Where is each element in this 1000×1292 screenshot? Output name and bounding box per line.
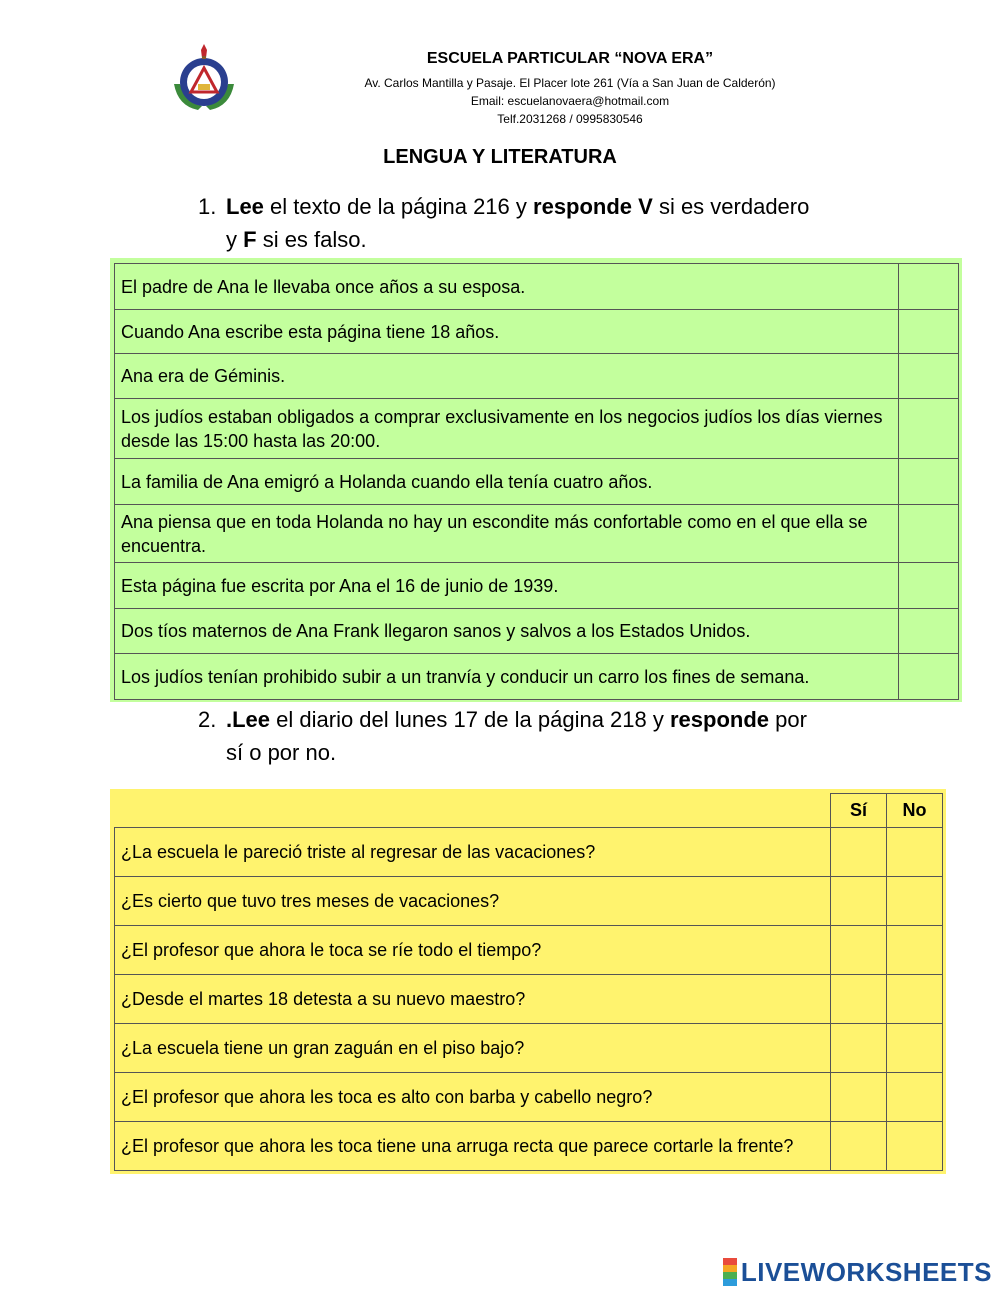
question-cell: ¿El profesor que ahora le toca se ríe todo el tiempo? <box>115 926 831 975</box>
instr-text: si es falso. <box>256 227 367 252</box>
table-row <box>115 459 959 505</box>
true-false-table <box>110 258 962 702</box>
school-phone: Telf.2031268 / 0995830546 <box>497 112 643 126</box>
liveworksheets-icon <box>723 1258 737 1286</box>
instr-word: F <box>243 227 257 252</box>
exercise2-instruction <box>198 703 878 769</box>
exercise2-number: 2. <box>198 707 217 732</box>
table-row <box>115 975 943 1024</box>
instr-text: el texto de la página 216 y <box>263 194 534 219</box>
liveworksheets-brand <box>723 1252 992 1292</box>
table-row <box>115 654 959 700</box>
table-row <box>115 1024 943 1073</box>
instr-text: si es verdadero <box>652 194 810 219</box>
si-cell[interactable] <box>831 1024 887 1073</box>
school-email: Email: escuelanovaera@hotmail.com <box>470 94 670 108</box>
table-row <box>115 354 959 399</box>
question-cell: ¿La escuela tiene un gran zaguán en el piso bajo? <box>115 1024 831 1073</box>
question-cell: ¿Es cierto que tuvo tres meses de vacaciones? <box>115 877 831 926</box>
instr-text: y <box>226 227 244 252</box>
answer-cell[interactable] <box>899 505 959 563</box>
answer-cell[interactable] <box>899 354 959 399</box>
si-cell[interactable] <box>831 828 887 877</box>
liveworksheets-logo-text: LIVEWORKSHEETS <box>740 1256 992 1287</box>
question-cell: ¿Desde el martes 18 detesta a su nuevo maestro? <box>115 975 831 1024</box>
school-logo <box>168 44 240 116</box>
statement-cell: El padre de Ana le llevaba once años a su esposa. <box>115 264 899 310</box>
answer-cell[interactable] <box>899 459 959 505</box>
table-header-row <box>115 794 943 828</box>
answer-cell[interactable] <box>899 310 959 354</box>
instr-word: .Lee <box>226 707 271 732</box>
table-row <box>115 828 943 877</box>
statement-cell: Los judíos estaban obligados a comprar exclusivamente en los negocios judíos los días viernes desde las 15:00 hasta las 20:00. <box>115 399 899 459</box>
statement-cell: Cuando Ana escribe esta página tiene 18 años. <box>115 310 899 354</box>
instr-word: responde <box>669 707 770 732</box>
statement-cell: La familia de Ana emigró a Holanda cuando ella tenía cuatro años. <box>115 459 899 505</box>
table-row <box>115 399 959 459</box>
question-cell: ¿El profesor que ahora les toca es alto con barba y cabello negro? <box>115 1073 831 1122</box>
table-row <box>115 877 943 926</box>
instr-text: por <box>769 707 807 732</box>
instr-word: responde V <box>533 194 653 219</box>
answer-cell[interactable] <box>899 399 959 459</box>
no-cell[interactable] <box>887 828 943 877</box>
statement-cell: Ana era de Géminis. <box>115 354 899 399</box>
statement-cell: Ana piensa que en toda Holanda no hay un escondite más confortable como en el que ella se encuentra. <box>115 505 899 563</box>
no-cell[interactable] <box>887 926 943 975</box>
question-cell: ¿El profesor que ahora les toca tiene una arruga recta que parece cortarle la frente? <box>115 1122 831 1171</box>
table-row <box>115 310 959 354</box>
question-cell: ¿La escuela le pareció triste al regresar de las vacaciones? <box>115 828 831 877</box>
table-row <box>115 1122 943 1171</box>
no-cell[interactable] <box>887 975 943 1024</box>
col-si-header: Sí <box>831 794 887 828</box>
table-row <box>115 1073 943 1122</box>
no-cell[interactable] <box>887 1073 943 1122</box>
si-cell[interactable] <box>831 877 887 926</box>
subject-title: LENGUA Y LITERATURA <box>383 146 617 168</box>
school-name: ESCUELA PARTICULAR “NOVA ERA” <box>426 50 714 67</box>
yes-no-table <box>110 789 946 1174</box>
table-row <box>115 264 959 310</box>
header-spacer <box>115 794 831 828</box>
school-address: Av. Carlos Mantilla y Pasaje. El Placer lote 261 (Vía a San Juan de Calderón) <box>364 76 776 90</box>
statement-cell: Esta página fue escrita por Ana el 16 de junio de 1939. <box>115 563 899 609</box>
table-row <box>115 926 943 975</box>
answer-cell[interactable] <box>899 264 959 310</box>
exercise1-number: 1. <box>198 194 217 219</box>
no-cell[interactable] <box>887 877 943 926</box>
statement-cell: Los judíos tenían prohibido subir a un tranvía y conducir un carro los fines de semana. <box>115 654 899 700</box>
answer-cell[interactable] <box>899 563 959 609</box>
statement-cell: Dos tíos maternos de Ana Frank llegaron sanos y salvos a los Estados Unidos. <box>115 609 899 654</box>
answer-cell[interactable] <box>899 654 959 700</box>
si-cell[interactable] <box>831 1122 887 1171</box>
table-row <box>115 505 959 563</box>
exercise1-instruction <box>198 190 878 256</box>
instr-text: el diario del lunes 17 de la página 218 y <box>270 707 670 732</box>
no-cell[interactable] <box>887 1024 943 1073</box>
no-cell[interactable] <box>887 1122 943 1171</box>
si-cell[interactable] <box>831 975 887 1024</box>
instr-word: Lee <box>226 194 264 219</box>
col-no-header: No <box>887 794 943 828</box>
si-cell[interactable] <box>831 1073 887 1122</box>
instr-text: sí o por no. <box>226 740 337 765</box>
table-row <box>115 609 959 654</box>
answer-cell[interactable] <box>899 609 959 654</box>
table-row <box>115 563 959 609</box>
si-cell[interactable] <box>831 926 887 975</box>
